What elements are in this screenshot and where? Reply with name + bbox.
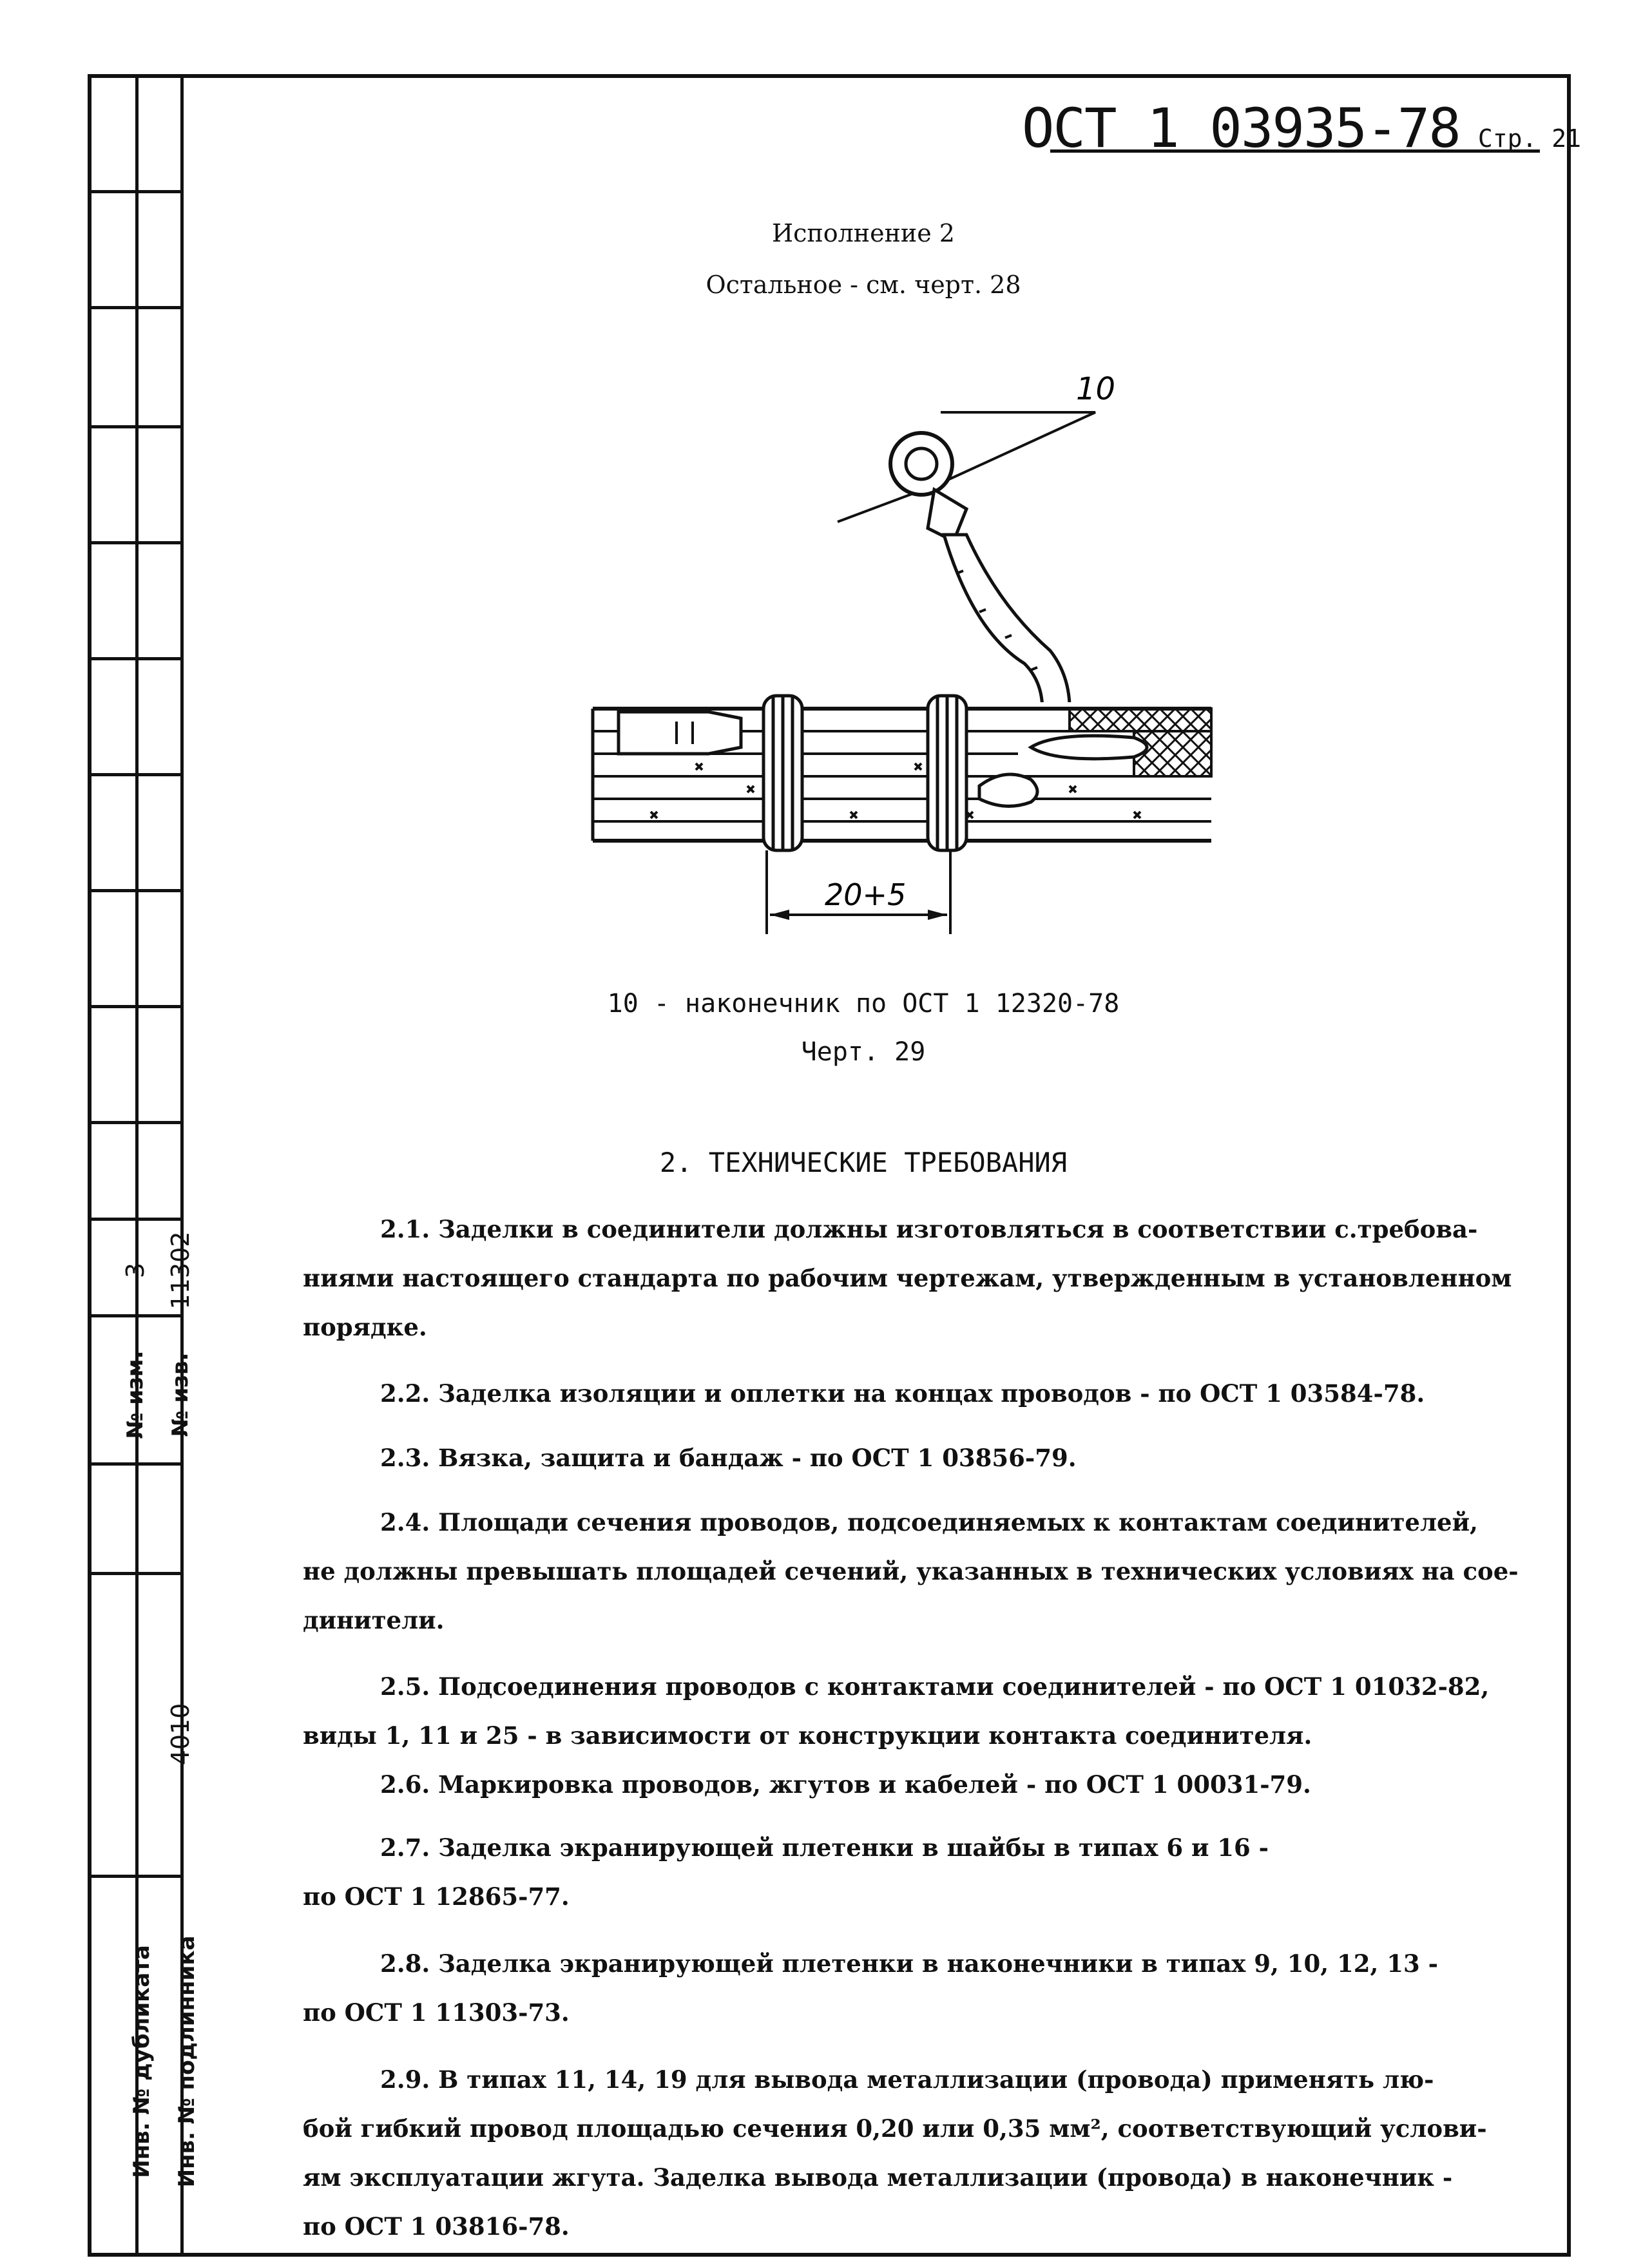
shield-braid (1070, 709, 1211, 731)
requirement-2-2 (303, 1369, 1527, 1418)
side-grid-line (88, 190, 182, 193)
braid-loop (979, 774, 1037, 806)
figure-label: Черт. 29 (801, 1037, 926, 1067)
text-line: динители. (303, 1606, 445, 1634)
side-grid-line (88, 306, 182, 309)
variant-caption: Исполнение 2 (772, 219, 955, 247)
side-grid-line (88, 541, 182, 544)
drawing-legend: 10 - наконечник по ОСТ 1 12320-78 (607, 989, 1120, 1019)
original-inventory-label: Инв. № подлинника (174, 1935, 200, 2188)
document-code: ОСТ 1 03935-78 (1021, 97, 1460, 160)
cable-termination-drawing (580, 361, 1224, 941)
dimension-value: 20+5 (825, 877, 907, 912)
side-grid-line (88, 773, 182, 776)
text-line: 2.4. Площади сечения проводов, подсоединяемых к контактам соединителей, (380, 1508, 1478, 1536)
requirement-2-9 (303, 2055, 1527, 2251)
side-grid-line (88, 889, 182, 892)
side-grid-line (88, 1875, 182, 1878)
requirement-2-1 (303, 1205, 1527, 1352)
requirement-2-5-2-6 (303, 1662, 1527, 1809)
text-line: ям эксплуатации жгута. Заделка вывода металлизации (провода) в наконечник - (303, 2163, 1453, 2192)
text-line: виды 1, 11 и 25 - в зависимости от конструкции контакта соединителя. (303, 1721, 1312, 1750)
requirement-2-4 (303, 1498, 1527, 1645)
text-line: 2.9. В типах 11, 14, 19 для вывода металлизации (провода) применять лю- (380, 2065, 1434, 2094)
braid-loop (1031, 736, 1147, 759)
contact-pin (619, 712, 741, 754)
requirement-2-8 (303, 1939, 1527, 2037)
text-line: бой гибкий провод площадью сечения 0,20 или 0,35 мм², соответствующий услови- (303, 2114, 1487, 2143)
text-line: по ОСТ 1 12865-77. (303, 1882, 570, 1911)
text-line: 2.8. Заделка экранирующей плетенки в наконечники в типах 9, 10, 12, 13 - (380, 1949, 1438, 1978)
side-grid-line (88, 1572, 182, 1575)
side-grid-line (88, 425, 182, 428)
text-line: по ОСТ 1 03816-78. (303, 2212, 570, 2241)
bandage-left (764, 696, 802, 850)
change-no-value: 3 (121, 1262, 149, 1279)
rest-see-caption: Остальное - см. черт. 28 (706, 271, 1021, 299)
side-grid-line (88, 1121, 182, 1124)
duplicate-inventory-label: Инв. № дубликата (129, 1945, 155, 2178)
side-grid-line (88, 657, 182, 660)
text-line: ниями настоящего стандарта по рабочим чертежам, утвержденным в установленном (303, 1264, 1512, 1292)
text-line: 2.1. Заделки в соединители должны изготовляться в соответствии с.требова- (380, 1215, 1478, 1243)
change-no-label: № изм. (122, 1350, 148, 1439)
text-line: 2.6. Маркировка проводов, жгутов и кабелей - по ОСТ 1 00031-79. (380, 1770, 1311, 1799)
header-underline (1050, 149, 1540, 153)
original-inventory-value: 4010 (166, 1703, 195, 1766)
page-number: Стр. 21 (1477, 124, 1581, 153)
notice-no-label: № изв. (168, 1352, 193, 1437)
side-column-divider (135, 74, 139, 2257)
text-line: 2.7. Заделка экранирующей плетенки в шайбы в типах 6 и 16 - (380, 1833, 1269, 1862)
text-line: порядке. (303, 1313, 427, 1341)
bandage-right (928, 696, 966, 850)
section-heading: 2. ТЕХНИЧЕСКИЕ ТРЕБОВАНИЯ (659, 1147, 1068, 1178)
text-line: 2.3. Вязка, защита и бандаж - по ОСТ 1 03856-79. (380, 1444, 1077, 1472)
text-line: по ОСТ 1 11303-73. (303, 1998, 570, 2027)
text-line: 2.5. Подсоединения проводов с контактами соединителей - по ОСТ 1 01032-82, (380, 1672, 1490, 1701)
notice-no-value: 11302 (166, 1231, 195, 1310)
text-line: 2.2. Заделка изоляции и оплетки на концах проводов - по ОСТ 1 03584-78. (380, 1379, 1425, 1408)
requirement-2-7 (303, 1823, 1527, 1921)
side-grid-line (88, 1005, 182, 1008)
requirement-2-3 (303, 1433, 1527, 1482)
text-line: не должны превышать площадей сечений, указанных в технических условиях на сое- (303, 1557, 1519, 1585)
callout-leader-line (838, 412, 1095, 522)
callout-number: 10 (1076, 371, 1116, 407)
side-grid-line (88, 1462, 182, 1466)
